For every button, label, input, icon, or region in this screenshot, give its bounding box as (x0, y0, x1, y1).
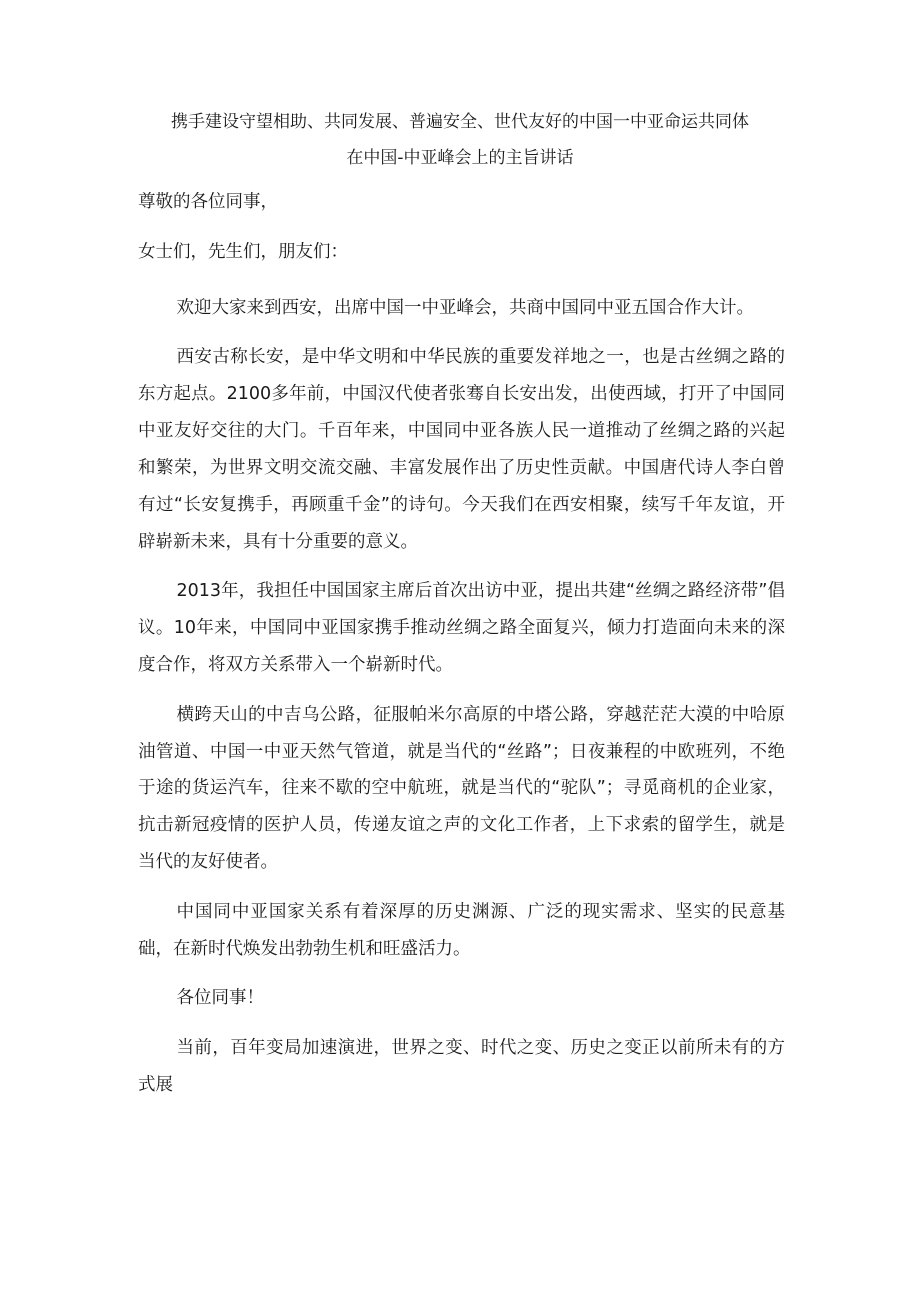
paragraph-current-changes: 当前，百年变局加速演进，世界之变、时代之变、历史之变正以前所未有的方式展 (138, 1037, 785, 1095)
paragraph-xian-history: 西安古称长安，是中华文明和中华民族的重要发祥地之一，也是古丝绸之路的东方起点。2100多年前，中国汉代使者张骞自长安出发，出使西域，打开了中国同中亚友好交往的大门。千百年来，中国同中亚各族人民一道推动了丝绸之路的兴起和繁荣，为世界文明交流交融、丰富发展作出了历史性贡献。中国唐代诗人李白曾有过“长安复携手，再顾重千金”的诗句。今天我们在西安相聚，续写千年友谊，开辟崭新未来，具有十分重要的意义。 (138, 347, 785, 552)
salutation-audience: 女士们，先生们，朋友们： (138, 241, 348, 262)
speech-title: 携手建设守望相助、共同发展、普遍安全、世代友好的中国一中亚命运共同体 (171, 112, 749, 132)
paragraph-modern-silk-road: 横跨天山的中吉乌公路，征服帕米尔高原的中塔公路，穿越茫茫大漠的中哈原油管道、中国一中亚天然气管道，就是当代的“丝路”；日夜兼程的中欧班列，不绝于途的货运汽车，往来不歇的空中航班，就是当代的“驼队”；寻觅商机的企业家，抗击新冠疫情的医护人员，传递友谊之声的文化工作者，上下求索的留学生，就是当代的友好使者。 (138, 704, 785, 873)
salutation-colleagues: 尊敬的各位同事， (138, 192, 278, 212)
speech-body (138, 184, 785, 1116)
paragraph-colleagues: 各位同事！ (176, 988, 264, 1009)
paragraph-relations: 中国同中亚国家关系有着深厚的历史渊源、广泛的现实需求、坚实的民意基础，在新时代焕发出勃勃生机和旺盛活力。 (138, 901, 785, 959)
speech-subtitle: 在中国-中亚峰会上的主旨讲话 (346, 148, 574, 168)
paragraph-welcome: 欢迎大家来到西安，出席中国一中亚峰会，共商中国同中亚五国合作大计。 (176, 297, 754, 318)
paragraph-belt-initiative: 2013年，我担任中国国家主席后首次出访中亚，提出共建“丝绸之路经济带”倡议。10年来，中国同中亚国家携手推动丝绸之路全面复兴，倾力打造面向未来的深度合作，将双方关系带入一个崭新时代。 (138, 581, 785, 676)
